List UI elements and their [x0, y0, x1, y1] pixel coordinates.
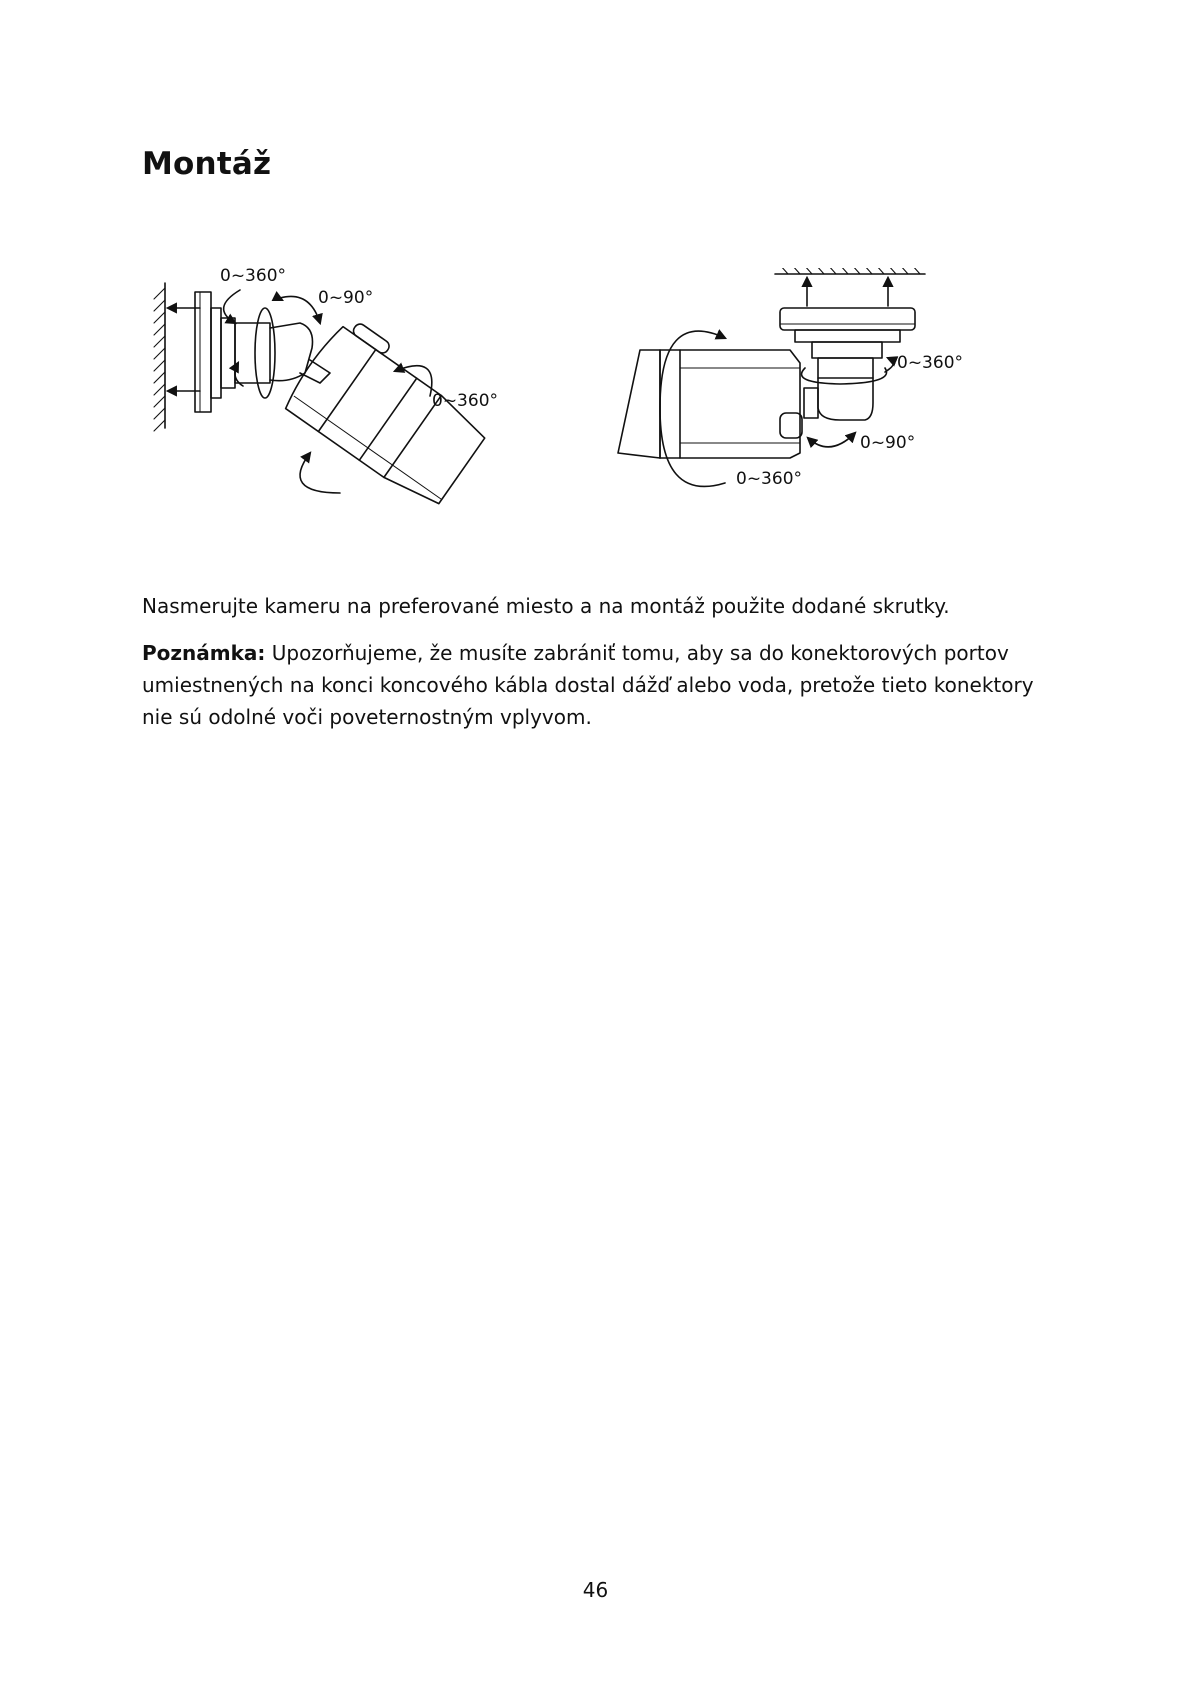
wall-mount-diagram [154, 268, 498, 512]
ceiling-hatching [780, 268, 920, 274]
page-number: 46 [582, 1578, 609, 1602]
label-body-rotation-ceiling: 0~360° [736, 469, 803, 489]
label-body-rotation: 0~360° [432, 391, 499, 411]
label-base-rotation: 0~360° [220, 268, 287, 286]
ceiling-mount-diagram [618, 268, 963, 489]
wall-hatching [154, 288, 165, 431]
label-tilt: 0~90° [318, 288, 374, 308]
label-tilt-ceiling: 0~90° [860, 433, 916, 453]
page-title: Montáž [142, 146, 272, 182]
label-base-rotation-ceiling: 0~360° [897, 353, 964, 373]
note-text: Upozorňujeme, že musíte zabrániť tomu, aby sa do konektorových portov umiestnených na konci koncového kábla dostal dážď alebo voda, pretože tieto konektory nie sú odolné voči poveternostným vplyvom. [142, 641, 1034, 729]
instruction-paragraph: Nasmerujte kameru na preferované miesto a na montáž použite dodané skrutky. [142, 594, 950, 618]
note-paragraph [142, 637, 1062, 733]
mounting-figure [140, 268, 1060, 568]
note-label: Poznámka: [142, 641, 266, 665]
